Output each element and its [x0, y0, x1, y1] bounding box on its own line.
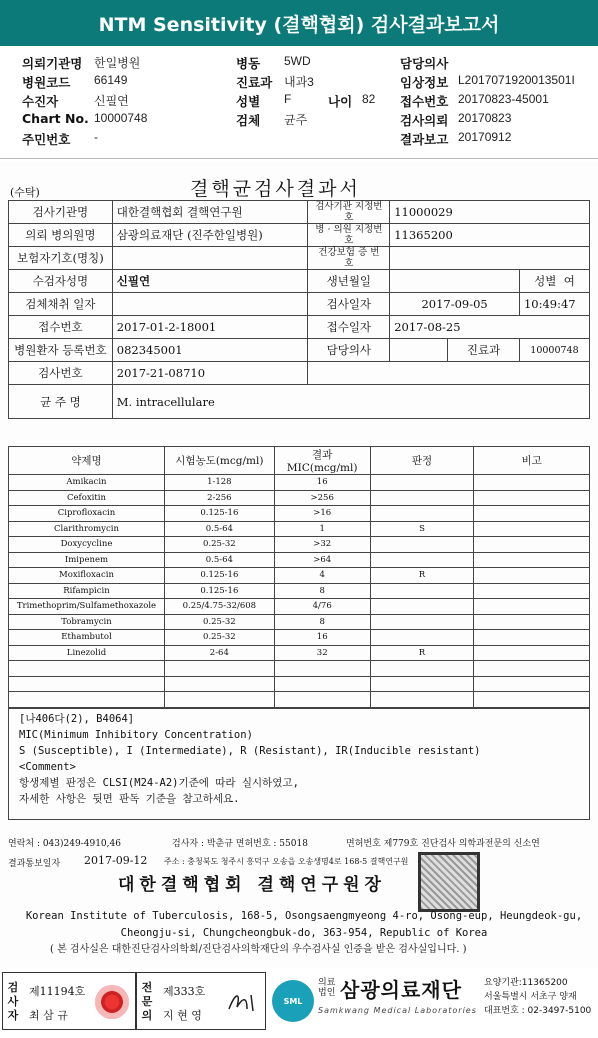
- drug-name: [9, 692, 165, 708]
- note-header: 비고: [474, 447, 590, 475]
- drug-note: [474, 599, 590, 615]
- testno-value: 2017-21-08710: [112, 362, 308, 385]
- clinical-label: 임상정보: [400, 75, 449, 90]
- tester-vert-label: 검사자: [7, 981, 19, 1022]
- drug-name: Trimethoprim/Sulfamethoxazole: [9, 599, 165, 615]
- expert-vert-label: 전문의: [141, 981, 153, 1022]
- ward-label: 병동: [236, 56, 261, 71]
- drug-mic: 4/76: [274, 599, 370, 615]
- ins-value: [112, 247, 308, 270]
- drug-judge: R: [370, 645, 474, 661]
- drug-mic: 32: [274, 645, 370, 661]
- hospital-value: 한일병원: [94, 56, 141, 70]
- drug-range: 0.25/4.75-32/608: [164, 599, 274, 615]
- drug-name: Cefoxitin: [9, 490, 165, 506]
- drug-judge: R: [370, 568, 474, 584]
- specimen-label: 검체: [236, 113, 261, 128]
- drug-row: [9, 645, 590, 661]
- comment-line-3: S (Susceptible), I (Intermediate), R (Resistant), IR(Inducible resistant): [19, 745, 481, 757]
- drug-mic: [274, 661, 370, 677]
- drug-name: [9, 676, 165, 692]
- drug-range: 0.125-16: [164, 506, 274, 522]
- consignment-tag: (수탁): [10, 186, 40, 199]
- sex-label-scan: 성별: [534, 274, 557, 288]
- doc-value: [390, 339, 448, 362]
- drug-judge: [370, 490, 474, 506]
- receipt-value: 20170823-45001: [458, 92, 549, 106]
- drug-range: 0.125-16: [164, 568, 274, 584]
- drug-note: [474, 645, 590, 661]
- sex-cell: [519, 270, 589, 293]
- institute-seal: [418, 852, 480, 912]
- scanned-report: [0, 162, 598, 968]
- drug-mic: >32: [274, 537, 370, 553]
- drug-mic: 16: [274, 475, 370, 491]
- drug-note: [474, 692, 590, 708]
- drug-mic: 1: [274, 521, 370, 537]
- drug-row: [9, 552, 590, 568]
- drug-range: [164, 692, 274, 708]
- tester-name: 최 삼 규: [29, 1009, 68, 1022]
- drug-row: [9, 630, 590, 646]
- mic-header: 결과 MIC(mcg/ml): [274, 447, 370, 475]
- resident-value: -: [94, 130, 98, 144]
- drug-range: 2-64: [164, 645, 274, 661]
- report-title: NTM Sensitivity (결핵협회) 검사결과보고서: [98, 13, 500, 36]
- testno-blank: [308, 362, 590, 385]
- institute-address-en: Korean Institute of Tuberculosis, 168-5, Osongsaengmyeong 4-ro, Osong-eup, Heungdeok-gu, Cheongju-si, Chungcheongbuk-do, 363-954, Republic of Korea: [25, 910, 583, 939]
- comment-line-4: <Comment>: [19, 761, 76, 773]
- inspector-line: 검사자 : 박춘규 면허번호 : 55018: [172, 839, 308, 849]
- report-banner: [0, 0, 598, 46]
- report-date-value: 20170912: [458, 130, 512, 144]
- drug-range: 0.25-32: [164, 614, 274, 630]
- drug-range: 0.25-32: [164, 630, 274, 646]
- expert-box: [136, 972, 266, 1030]
- drug-row: [9, 692, 590, 708]
- reg-value: 082345001: [112, 339, 308, 362]
- dept-value-scan: 10000748: [519, 339, 589, 362]
- receipt-label: 접수번호: [400, 94, 449, 109]
- lab-value: 대한결핵협회 결핵연구원: [112, 201, 308, 224]
- chart-value: 10000748: [94, 111, 148, 125]
- drug-judge: [370, 661, 474, 677]
- comment-box: [8, 708, 590, 820]
- drug-row: [9, 568, 590, 584]
- patient-value: 신필연: [94, 94, 129, 108]
- drug-name: Moxifloxacin: [9, 568, 165, 584]
- dept-value: 내과3: [284, 75, 314, 89]
- doctor-label: 담당의사: [400, 56, 449, 71]
- drug-row: [9, 521, 590, 537]
- footer: [0, 972, 598, 1038]
- institute-note: ( 본 검사실은 대한진단검사의학회/진단검사의학재단의 우수검사실 인증을 받은 검사실입니다. ): [50, 944, 467, 955]
- drug-judge: [370, 676, 474, 692]
- code-label: 병원코드: [22, 75, 71, 90]
- corp-tel: 대표번호 : 02-3497-5100: [484, 1006, 592, 1016]
- tester-stamp: [95, 985, 129, 1019]
- drug-note: [474, 583, 590, 599]
- chart-label: Chart No.: [22, 111, 89, 126]
- drug-note: [474, 537, 590, 553]
- doc-label: 담당의사: [308, 339, 390, 362]
- collect-value: [112, 293, 308, 316]
- drug-mic: 16: [274, 630, 370, 646]
- name-value: 신필연: [112, 270, 308, 293]
- drug-name: Ciprofloxacin: [9, 506, 165, 522]
- dept-label: 진료과: [236, 75, 273, 90]
- corp-code: 요양기관:11365200: [484, 978, 568, 988]
- institute-name-kr: 대한결핵협회 결핵연구원장: [118, 875, 386, 895]
- ins-label: 보험자기호(명칭): [9, 247, 113, 270]
- divider: [0, 158, 598, 159]
- drug-mic: 8: [274, 614, 370, 630]
- accept-date-value: 2017-08-25: [390, 316, 590, 339]
- drug-name: Clarithromycin: [9, 521, 165, 537]
- drug-range: 0.5-64: [164, 552, 274, 568]
- drug-name: Tobramycin: [9, 614, 165, 630]
- drug-judge: [370, 692, 474, 708]
- susceptibility-table: [8, 446, 590, 708]
- drug-note: [474, 490, 590, 506]
- scan-title: 결핵균검사결과서: [190, 178, 361, 200]
- drug-header: 약제명: [9, 447, 165, 475]
- drug-name: Linezolid: [9, 645, 165, 661]
- drug-name: Amikacin: [9, 475, 165, 491]
- drug-row: [9, 599, 590, 615]
- hospital-label: 의뢰기관명: [22, 56, 83, 71]
- drug-name: [9, 661, 165, 677]
- license-line: 면허번호 제779호 진단검사 의학과전문의 신소연: [346, 839, 540, 849]
- drug-note: [474, 676, 590, 692]
- lab-id-value: 11000029: [390, 201, 590, 224]
- drug-row: [9, 614, 590, 630]
- corp-info: [484, 976, 591, 1018]
- tester-box: [2, 972, 136, 1030]
- report-date-scan: 2017-09-12: [84, 854, 148, 867]
- accept-date-label: 접수일자: [308, 316, 390, 339]
- comment-line-5: 항생제별 판정은 CLSI(M24-A2)기준에 따라 실시하였고,: [19, 777, 299, 789]
- drug-name: Doxycycline: [9, 537, 165, 553]
- req-label: 의뢰 병의원명: [9, 224, 113, 247]
- drug-judge: [370, 506, 474, 522]
- drug-note: [474, 521, 590, 537]
- drug-note: [474, 568, 590, 584]
- header-table: [8, 200, 590, 419]
- patient-info: [22, 54, 592, 149]
- specimen-value: 균주: [284, 113, 308, 127]
- health-label: 건강보험 증 번 호: [308, 247, 390, 270]
- drug-judge: [370, 552, 474, 568]
- drug-row: [9, 661, 590, 677]
- test-date-label: 검사일자: [308, 293, 390, 316]
- drug-row: [9, 537, 590, 553]
- birth-label: 생년월일: [308, 270, 390, 293]
- drug-note: [474, 630, 590, 646]
- drug-mic: [274, 692, 370, 708]
- test-date-value: 2017-09-05: [390, 293, 520, 316]
- patient-label: 수진자: [22, 94, 59, 109]
- drug-range: [164, 661, 274, 677]
- phone-line: 연락처 : 043)249-4910,46: [8, 839, 121, 849]
- drug-range: 2-256: [164, 490, 274, 506]
- drug-note: [474, 506, 590, 522]
- age-label: 나이: [328, 94, 353, 109]
- accept-label: 접수번호: [9, 316, 113, 339]
- drug-mic: >64: [274, 552, 370, 568]
- request-value: 20170823: [458, 111, 512, 125]
- drug-row: [9, 676, 590, 692]
- dept-label-scan: 진료과: [448, 339, 520, 362]
- drug-range: 1-128: [164, 475, 274, 491]
- birth-value: [390, 270, 520, 293]
- clinical-value: L2017071920013501I: [458, 73, 575, 87]
- report-date-label: 결과보고: [400, 132, 449, 147]
- drug-judge: [370, 537, 474, 553]
- drug-row: [9, 490, 590, 506]
- drug-range: 0.125-16: [164, 583, 274, 599]
- req-id-label: 병 · 의원 지정번호: [308, 224, 390, 247]
- drug-range: 0.25-32: [164, 537, 274, 553]
- sml-logo-icon: [272, 980, 314, 1022]
- sex-label: 성별: [236, 94, 261, 109]
- expert-name: 지 현 영: [163, 1009, 202, 1022]
- drug-judge: S: [370, 521, 474, 537]
- corp-name-en: Samkwang Medical Laboratories: [318, 1006, 477, 1015]
- comment-line-2: MIC(Minimum Inhibitory Concentration): [19, 729, 253, 741]
- sml-logo-text: SML: [283, 996, 303, 1006]
- drug-note: [474, 614, 590, 630]
- comment-line-1: [나406다(2), B4064]: [19, 713, 135, 725]
- drug-mic: 8: [274, 583, 370, 599]
- comment-line-6: 자세한 사항은 뒷면 판독 기준을 참고하세요.: [19, 793, 240, 805]
- resident-label: 주민번호: [22, 132, 71, 147]
- range-header: 시험농도(mcg/ml): [164, 447, 274, 475]
- corp-name: 삼광의료재단: [340, 978, 462, 1002]
- drug-row: [9, 583, 590, 599]
- health-value: [390, 247, 590, 270]
- sex-value-scan: 여: [563, 274, 575, 288]
- age-value: 82: [362, 92, 376, 106]
- drug-judge: [370, 630, 474, 646]
- name-label: 수검자성명: [9, 270, 113, 293]
- drug-mic: >16: [274, 506, 370, 522]
- drug-row: [9, 475, 590, 491]
- ward-value: 5WD: [284, 54, 311, 68]
- drug-mic: 4: [274, 568, 370, 584]
- org-value: M. intracellulare: [112, 385, 589, 419]
- corp-small-label: 의료법인: [318, 978, 336, 998]
- expert-id: 제333호: [163, 985, 206, 998]
- drug-name: Rifampicin: [9, 583, 165, 599]
- drug-name: Ethambutol: [9, 630, 165, 646]
- drug-name: Imipenem: [9, 552, 165, 568]
- address-line: 주소 : 충청북도 청주시 흥덕구 오송읍 오송생명4로 168-5 결핵연구원: [164, 857, 409, 866]
- sex-value: F: [284, 92, 292, 106]
- accept-value: 2017-01-2-18001: [112, 316, 308, 339]
- drug-range: [164, 676, 274, 692]
- lab-label: 검사기관명: [9, 201, 113, 224]
- drug-mic: [274, 676, 370, 692]
- collect-label: 검체채취 일자: [9, 293, 113, 316]
- drug-mic: >256: [274, 490, 370, 506]
- drug-note: [474, 661, 590, 677]
- org-label: 균 주 명: [9, 385, 113, 419]
- tester-id: 제11194호: [29, 985, 86, 998]
- drug-note: [474, 475, 590, 491]
- drug-row: [9, 506, 590, 522]
- req-id-value: 11365200: [390, 224, 590, 247]
- drug-judge: [370, 475, 474, 491]
- drug-judge: [370, 599, 474, 615]
- request-label: 검사의뢰: [400, 113, 449, 128]
- lab-id-label: 검사기관 지정번호: [308, 201, 390, 224]
- judge-header: 판정: [370, 447, 474, 475]
- drug-judge: [370, 583, 474, 599]
- expert-signature: [225, 987, 261, 1017]
- drug-judge: [370, 614, 474, 630]
- req-value: 삼광의료재단 (진주한일병원): [112, 224, 308, 247]
- report-date-label-scan: 결과통보일자: [8, 859, 61, 869]
- test-time-value: 10:49:47: [519, 293, 589, 316]
- code-value: 66149: [94, 73, 128, 87]
- corp-address: 서울특별시 서초구 양재: [484, 992, 577, 1002]
- reg-label: 병원환자 등록번호: [9, 339, 113, 362]
- drug-range: 0.5-64: [164, 521, 274, 537]
- drug-note: [474, 552, 590, 568]
- testno-label: 검사번호: [9, 362, 113, 385]
